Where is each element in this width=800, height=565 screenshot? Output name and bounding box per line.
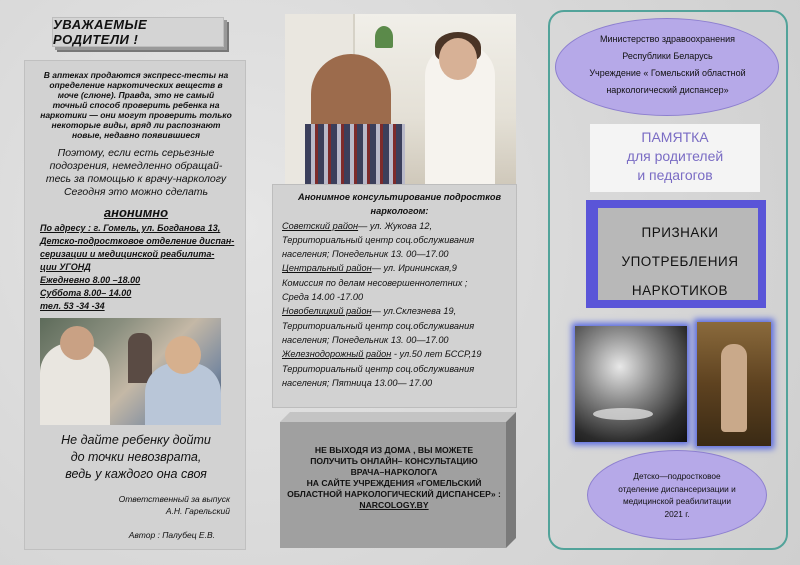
department-text [592, 470, 762, 520]
address-line: серизации и медицинской реабилита- [40, 249, 215, 259]
memo-line: и педагогов [637, 167, 713, 183]
consultation-header: наркологом: [370, 206, 429, 217]
hours-weekday: Ежедневно 8.00 –18.00 [40, 275, 141, 285]
district-name: Железнодорожный район [282, 349, 392, 360]
consultation-schedule [282, 190, 517, 390]
district-line: Территориальный центр соц.обслуживания [282, 234, 475, 245]
district-entry: Советский район— ул. Жукова 12, [282, 220, 433, 231]
advice-line: тесь за помощью к врачу-наркологу [45, 173, 227, 185]
online-line: НЕ ВЫХОДЯ ИЗ ДОМА , ВЫ МОЖЕТЕ [314, 445, 474, 455]
district-entry: Новобелицкий район— ул.Склезнева 19, [282, 306, 457, 317]
drug-photo-face [575, 326, 687, 442]
signs-line: ПРИЗНАКИ [641, 225, 719, 240]
website-link[interactable]: NARCOLOGY.BY [359, 500, 429, 510]
ministry-line: Республики Беларусь [622, 51, 713, 61]
phone-number: тел. 53 -34 -34 [40, 301, 105, 311]
drug-photos [575, 322, 771, 446]
express-tests-note: В аптеках продаются экспресс-тесты на определение наркотических веществ в моче (слюне). Правда, это не самый точный способ проверить ребенка на наркотики — они могут проверить только некоторые виды, вряд ли распознают новые, недавно появившиеся [40, 70, 232, 140]
district-name: Центральный район [282, 263, 372, 274]
ministry-line: Министерство здравоохранения [600, 34, 735, 44]
memo-line: для родителей [626, 148, 724, 164]
doctor-advice [40, 147, 232, 199]
advice-line: Сегодня это можно сделать [63, 186, 209, 198]
memo-title [590, 124, 760, 192]
hours-saturday: Суббота 8.00– 14.00 [40, 288, 132, 298]
responsible-name: А.Н. Гарельский [165, 506, 230, 516]
dept-year: 2021 г. [664, 508, 690, 519]
signs-line: УПОТРЕБЛЕНИЯ [621, 254, 739, 269]
anonymous-label: анонимно [103, 205, 169, 220]
online-line: ВРАЧА–НАРКОЛОГА [350, 467, 438, 477]
slogan-line: до точки невозврата, [70, 450, 202, 464]
signs-line: НАРКОТИКОВ [631, 283, 729, 298]
consultation-header: Анонимное консультирование подростков [297, 192, 502, 202]
district-line: Среда 14.00 -17.00 [282, 292, 364, 303]
drug-photo-person [697, 322, 771, 446]
dept-line: медицинской реабилитации [622, 496, 732, 506]
district-line: Территориальный центр соц.обслуживания [282, 320, 475, 331]
district-name: Новобелицкий район [282, 306, 372, 317]
signs-heading [600, 218, 760, 305]
advice-line: Поэтому, если есть серьезные [57, 147, 215, 159]
dept-line: Детско—подростковое [633, 471, 721, 481]
consultation-photo [285, 14, 516, 186]
district-entry: Центральный район— ул. Ирининская,9 [282, 263, 457, 274]
advice-line: подозрения, немедленно обращай- [49, 160, 223, 172]
address-line: Детско-подростковое отделение диспан- [40, 236, 235, 246]
slogan-line: ведь у каждого она своя [65, 467, 207, 481]
responsible-label: Ответственный за выпуск [118, 494, 230, 504]
slogan-line: Не дайте ребенку дойти [61, 433, 211, 447]
ministry-line: наркологический диспансер» [606, 85, 729, 95]
address-line: По адресу : г. Гомель, ул. Богданова 13, [40, 223, 221, 233]
online-consultation-text [284, 445, 504, 511]
family-photo [40, 318, 221, 425]
dept-line: отделение диспансеризации и [618, 483, 736, 494]
parents-title: УВАЖАЕМЫЕ РОДИТЕЛИ ! [52, 17, 224, 47]
district-line: Территориальный центр соц.обслуживания [282, 363, 475, 374]
memo-line: ПАМЯТКА [641, 129, 709, 145]
author: Автор : Палубец Е.В. [128, 530, 215, 540]
district-line: населения; Понедельник 13. 00—17.00 [282, 334, 449, 345]
district-line: населения; Понедельник 13. 00—17.00 [282, 249, 449, 260]
clinic-address [40, 222, 240, 313]
address-line: ции УГОНД [40, 262, 91, 272]
ministry-text [565, 31, 770, 99]
responsible-person [70, 493, 230, 517]
slogan [40, 432, 232, 483]
district-line: населения; Пятница 13.00— 17.00 [282, 377, 433, 388]
online-line: ПОЛУЧИТЬ ОНЛАЙН– КОНСУЛЬТАЦИЮ [310, 456, 478, 466]
online-line: ОБЛАСТНОЙ НАРКОЛОГИЧЕСКИЙ ДИСПАНСЕР» : [287, 489, 501, 499]
online-line: НА САЙТЕ УЧРЕЖДЕНИЯ «ГОМЕЛЬСКИЙ [306, 478, 482, 488]
district-name: Советский район [282, 220, 359, 231]
district-entry: Железнодорожный район - ул.50 лет БССР,19 [282, 349, 482, 360]
district-line: Комиссия по делам несовершеннолетних ; [282, 277, 468, 288]
ministry-line: Учреждение « Гомельский областной [589, 68, 746, 78]
